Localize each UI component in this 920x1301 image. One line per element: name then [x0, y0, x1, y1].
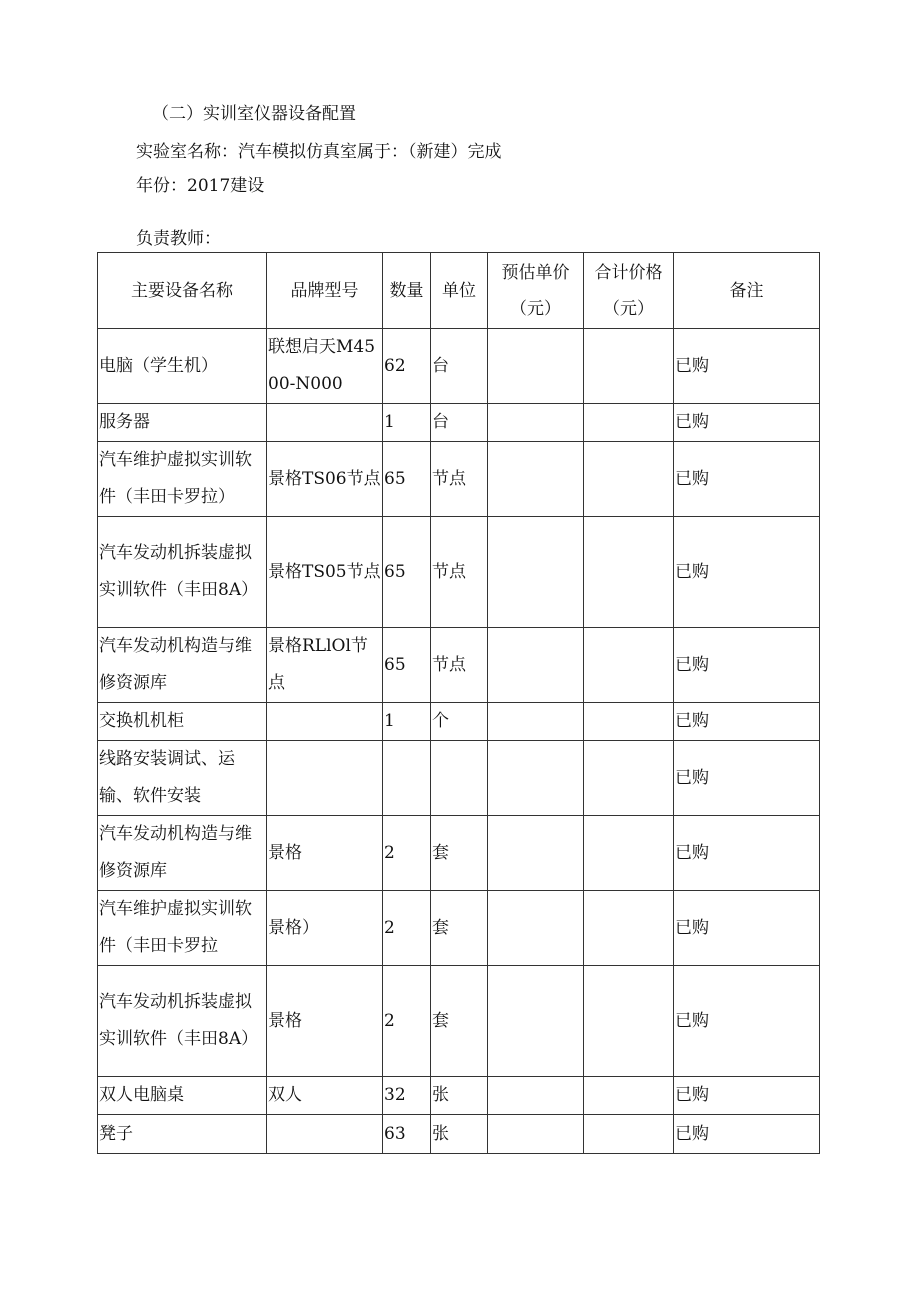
cell-unit: 节点 — [431, 442, 488, 517]
cell-remark: 已购 — [674, 1077, 820, 1115]
cell-total — [584, 966, 674, 1077]
header-unit: 单位 — [431, 253, 488, 329]
cell-price — [488, 404, 584, 442]
table-row — [98, 628, 820, 703]
cell-qty: 62 — [383, 329, 431, 404]
cell-price — [488, 816, 584, 891]
table-row — [98, 442, 820, 517]
equipment-table — [97, 252, 820, 1154]
cell-brand: 双人 — [267, 1077, 383, 1115]
cell-remark: 已购 — [674, 966, 820, 1077]
cell-name: 汽车发动机拆装虚拟实训软件（丰田8A） — [98, 966, 267, 1077]
table-row — [98, 329, 820, 404]
cell-brand: 联想启天M4500-N000 — [267, 329, 383, 404]
cell-total — [584, 442, 674, 517]
header-remark: 备注 — [674, 253, 820, 329]
cell-total — [584, 404, 674, 442]
cell-unit: 张 — [431, 1077, 488, 1115]
cell-name: 双人电脑桌 — [98, 1077, 267, 1115]
cell-name: 凳子 — [98, 1115, 267, 1154]
cell-price — [488, 517, 584, 628]
cell-brand — [267, 404, 383, 442]
cell-remark: 已购 — [674, 442, 820, 517]
cell-remark: 已购 — [674, 741, 820, 816]
cell-qty: 1 — [383, 703, 431, 741]
table-row — [98, 1115, 820, 1154]
cell-price — [488, 966, 584, 1077]
cell-brand: 景格 — [267, 816, 383, 891]
cell-brand: 景格TS05节点 — [267, 517, 383, 628]
header-row — [98, 253, 820, 329]
cell-price — [488, 1077, 584, 1115]
cell-qty: 2 — [383, 891, 431, 966]
cell-price — [488, 891, 584, 966]
cell-remark: 已购 — [674, 703, 820, 741]
header-unit-price — [488, 253, 584, 329]
cell-qty — [383, 741, 431, 816]
cell-qty: 32 — [383, 1077, 431, 1115]
cell-total — [584, 891, 674, 966]
cell-total — [584, 703, 674, 741]
cell-name: 汽车发动机构造与维修资源库 — [98, 628, 267, 703]
table-row — [98, 404, 820, 442]
teacher-line: 负责教师： — [136, 229, 221, 249]
cell-brand — [267, 1115, 383, 1154]
cell-total — [584, 628, 674, 703]
cell-name: 汽车发动机拆装虚拟实训软件（丰田8A） — [98, 517, 267, 628]
cell-price — [488, 628, 584, 703]
table-row — [98, 1077, 820, 1115]
cell-price — [488, 442, 584, 517]
cell-unit: 张 — [431, 1115, 488, 1154]
section-title: （二）实训室仪器设备配置 — [152, 104, 356, 124]
cell-total — [584, 1077, 674, 1115]
table-row — [98, 816, 820, 891]
cell-remark: 已购 — [674, 404, 820, 442]
cell-unit — [431, 741, 488, 816]
cell-remark: 已购 — [674, 628, 820, 703]
cell-name: 汽车维护虚拟实训软件（丰田卡罗拉 — [98, 891, 267, 966]
cell-qty: 63 — [383, 1115, 431, 1154]
header-unit-price-label: 预估单价 — [501, 262, 570, 283]
cell-qty: 2 — [383, 966, 431, 1077]
cell-remark: 已购 — [674, 517, 820, 628]
cell-remark: 已购 — [674, 329, 820, 404]
cell-unit: 节点 — [431, 628, 488, 703]
cell-price — [488, 741, 584, 816]
cell-remark: 已购 — [674, 816, 820, 891]
cell-qty: 1 — [383, 404, 431, 442]
cell-brand: 景格RLlOl节点 — [267, 628, 383, 703]
cell-total — [584, 741, 674, 816]
cell-qty: 65 — [383, 517, 431, 628]
cell-brand — [267, 703, 383, 741]
cell-unit: 套 — [431, 966, 488, 1077]
cell-brand — [267, 741, 383, 816]
cell-total — [584, 1115, 674, 1154]
cell-name: 汽车发动机构造与维修资源库 — [98, 816, 267, 891]
cell-total — [584, 329, 674, 404]
cell-total — [584, 816, 674, 891]
cell-qty: 65 — [383, 628, 431, 703]
header-total-label: 合计价格 — [594, 262, 663, 283]
cell-qty: 2 — [383, 816, 431, 891]
table-row — [98, 517, 820, 628]
header-total — [584, 253, 674, 329]
cell-brand: 景格 — [267, 966, 383, 1077]
cell-unit: 套 — [431, 816, 488, 891]
lab-name-line: 实验室名称：汽车模拟仿真室属于：（新建）完成 — [136, 142, 502, 162]
cell-unit: 套 — [431, 891, 488, 966]
cell-unit: 台 — [431, 329, 488, 404]
header-unit-price-currency: （元） — [510, 298, 561, 319]
cell-unit: 节点 — [431, 517, 488, 628]
cell-unit: 个 — [431, 703, 488, 741]
cell-price — [488, 329, 584, 404]
table-row — [98, 966, 820, 1077]
cell-brand: 景格） — [267, 891, 383, 966]
header-brand: 品牌型号 — [267, 253, 383, 329]
cell-remark: 已购 — [674, 891, 820, 966]
header-name: 主要设备名称 — [98, 253, 267, 329]
cell-remark: 已购 — [674, 1115, 820, 1154]
cell-name: 电脑（学生机） — [98, 329, 267, 404]
cell-name: 服务器 — [98, 404, 267, 442]
cell-name: 交换机机柜 — [98, 703, 267, 741]
cell-price — [488, 1115, 584, 1154]
header-total-currency: （元） — [603, 298, 654, 319]
cell-name: 线路安装调试、运输、软件安装 — [98, 741, 267, 816]
year-line: 年份：2017建设 — [136, 176, 265, 196]
cell-price — [488, 703, 584, 741]
table-row — [98, 703, 820, 741]
table-row — [98, 891, 820, 966]
cell-name: 汽车维护虚拟实训软件（丰田卡罗拉） — [98, 442, 267, 517]
header-qty: 数量 — [383, 253, 431, 329]
cell-unit: 台 — [431, 404, 488, 442]
cell-total — [584, 517, 674, 628]
cell-qty: 65 — [383, 442, 431, 517]
cell-brand: 景格TS06节点 — [267, 442, 383, 517]
table-row — [98, 741, 820, 816]
